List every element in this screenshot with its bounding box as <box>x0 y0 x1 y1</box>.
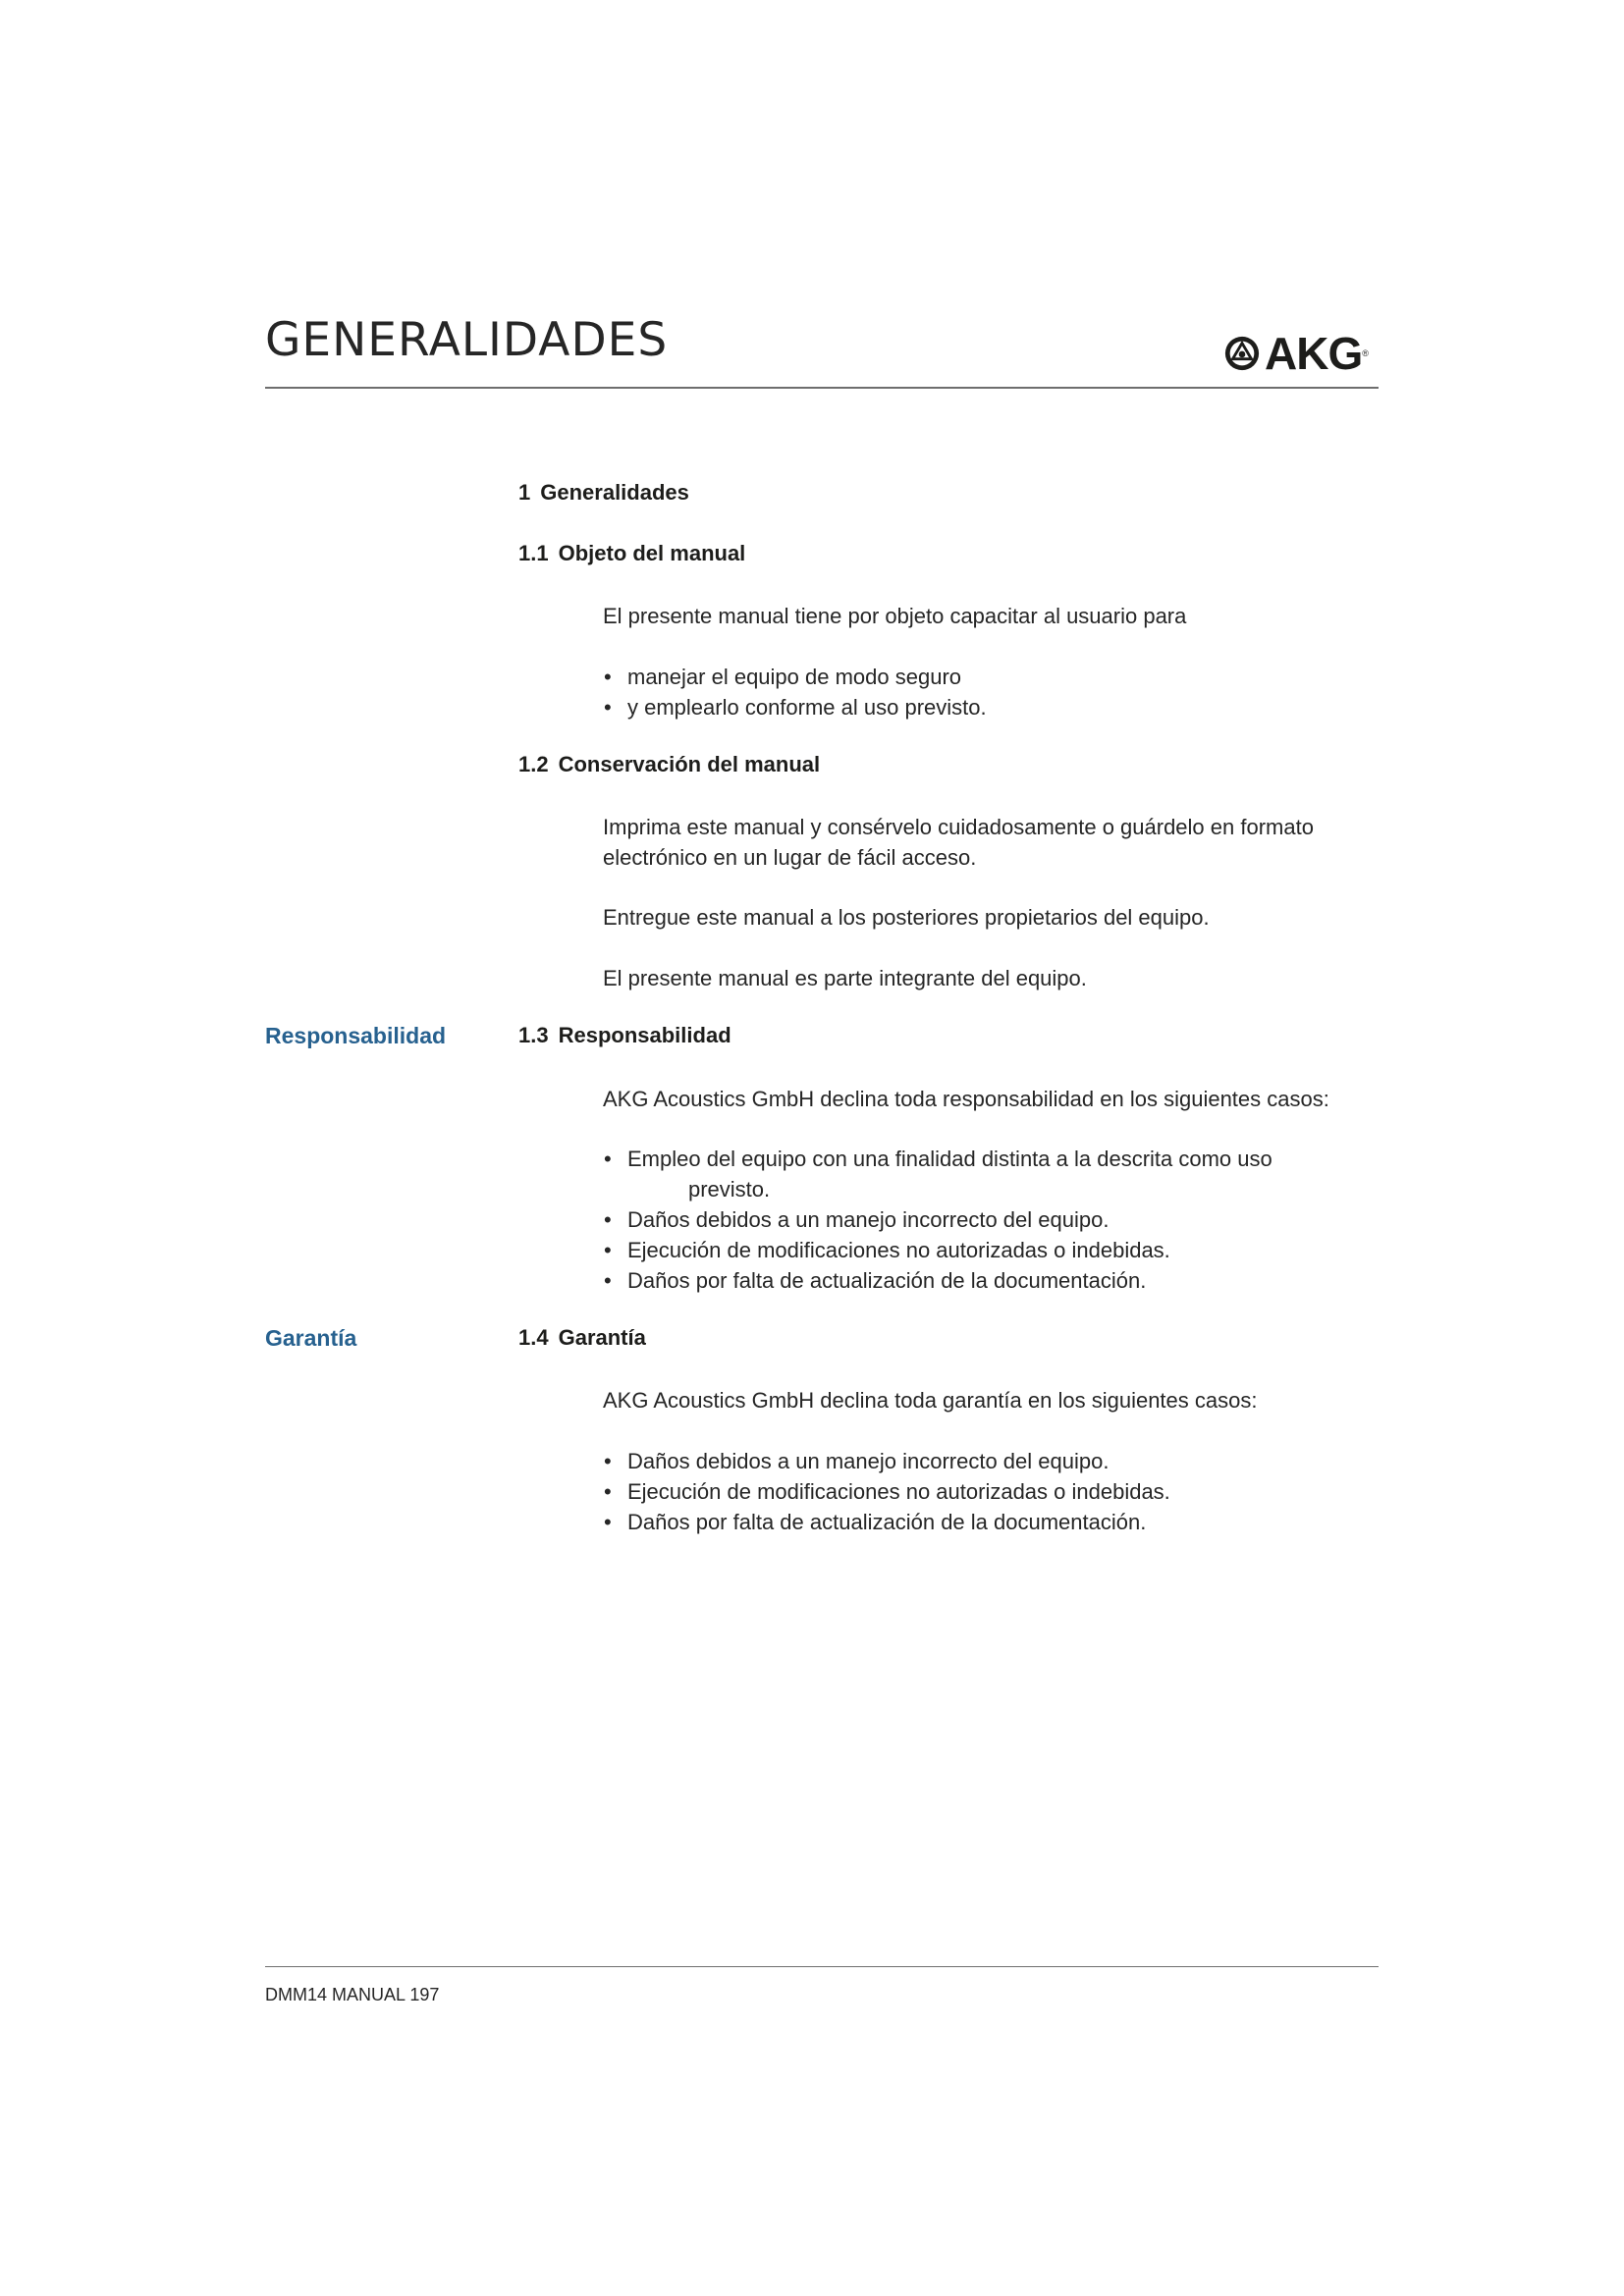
list-item-text: Daños por falta de actualización de la documentación. <box>627 1510 1147 1534</box>
heading-number: 1.2 <box>518 752 549 776</box>
akg-emblem-icon <box>1223 335 1261 372</box>
list-item <box>603 1265 1379 1296</box>
list-item-text: manejar el equipo de modo seguro <box>627 665 962 689</box>
bullet-icon: • <box>604 1510 612 1534</box>
heading-text: Objeto del manual <box>558 541 746 565</box>
list-item-text: Daños debidos a un manejo incorrecto del equipo. <box>627 1207 1110 1232</box>
bullet-icon: • <box>604 1147 612 1171</box>
bullet-list <box>603 1446 1379 1537</box>
bullet-icon: • <box>604 1268 612 1293</box>
list-item-text: Ejecución de modificaciones no autorizadas o indebidas. <box>627 1238 1170 1262</box>
bullet-list <box>603 662 1379 722</box>
list-item-text: Ejecución de modificaciones no autorizadas o indebidas. <box>627 1479 1170 1504</box>
list-item-text: y emplearlo conforme al uso previsto. <box>627 695 987 720</box>
heading-1-4 <box>518 1325 646 1351</box>
heading-number: 1.1 <box>518 541 549 565</box>
footer-rule <box>265 1966 1379 1967</box>
heading-1-1 <box>518 541 745 566</box>
list-item-text: Daños debidos a un manejo incorrecto del equipo. <box>627 1449 1110 1473</box>
heading-number: 1.3 <box>518 1023 549 1047</box>
bullet-list <box>603 1144 1379 1296</box>
bullet-icon: • <box>604 1207 612 1232</box>
akg-logo <box>1223 328 1369 379</box>
paragraph: AKG Acoustics GmbH declina toda garantía en los siguientes casos: <box>603 1388 1258 1413</box>
heading-number: 1.4 <box>518 1325 549 1350</box>
list-item-text: Daños por falta de actualización de la documentación. <box>627 1268 1147 1293</box>
margin-label-garantia: Garantía <box>265 1325 357 1351</box>
list-item <box>603 1204 1379 1235</box>
header-rule <box>265 387 1379 389</box>
list-item-text: Empleo del equipo con una finalidad distinta a la descrita como uso <box>627 1147 1272 1171</box>
heading-text: Conservación del manual <box>558 752 821 776</box>
list-item <box>603 1476 1379 1507</box>
paragraph: AKG Acoustics GmbH declina toda responsabilidad en los siguientes casos: <box>603 1087 1329 1111</box>
list-item <box>603 1144 1379 1204</box>
heading-text: Generalidades <box>540 480 689 505</box>
list-item <box>603 1235 1379 1265</box>
bullet-icon: • <box>604 665 612 689</box>
logo-wordmark: AKG <box>1265 328 1363 379</box>
list-item <box>603 662 1379 692</box>
bullet-icon: • <box>604 1479 612 1504</box>
list-item <box>603 1507 1379 1537</box>
bullet-icon: • <box>604 1238 612 1262</box>
registered-mark: ® <box>1362 348 1369 358</box>
list-item <box>603 1446 1379 1476</box>
page-footer: DMM14 MANUAL 197 <box>265 1985 440 2004</box>
paragraph: El presente manual es parte integrante del equipo. <box>603 966 1087 990</box>
list-item-continuation: previsto. <box>688 1177 771 1201</box>
heading-1-2 <box>518 752 820 777</box>
heading-number: 1 <box>518 480 531 505</box>
page-title: GENERALIDADES <box>265 313 669 367</box>
bullet-icon: • <box>604 1449 612 1473</box>
heading-text: Garantía <box>558 1325 646 1350</box>
bullet-icon: • <box>604 695 612 720</box>
heading-1 <box>518 480 689 506</box>
paragraph: El presente manual tiene por objeto capacitar al usuario para <box>603 604 1187 628</box>
paragraph: Entregue este manual a los posteriores propietarios del equipo. <box>603 905 1210 930</box>
heading-text: Responsabilidad <box>558 1023 731 1047</box>
list-item <box>603 692 1379 722</box>
margin-label-responsabilidad: Responsabilidad <box>265 1023 447 1048</box>
paragraph: Imprima este manual y consérvelo cuidadosamente o guárdelo en formato electrónico en un lugar de fácil acceso. <box>603 815 1314 870</box>
heading-1-3 <box>518 1023 731 1048</box>
